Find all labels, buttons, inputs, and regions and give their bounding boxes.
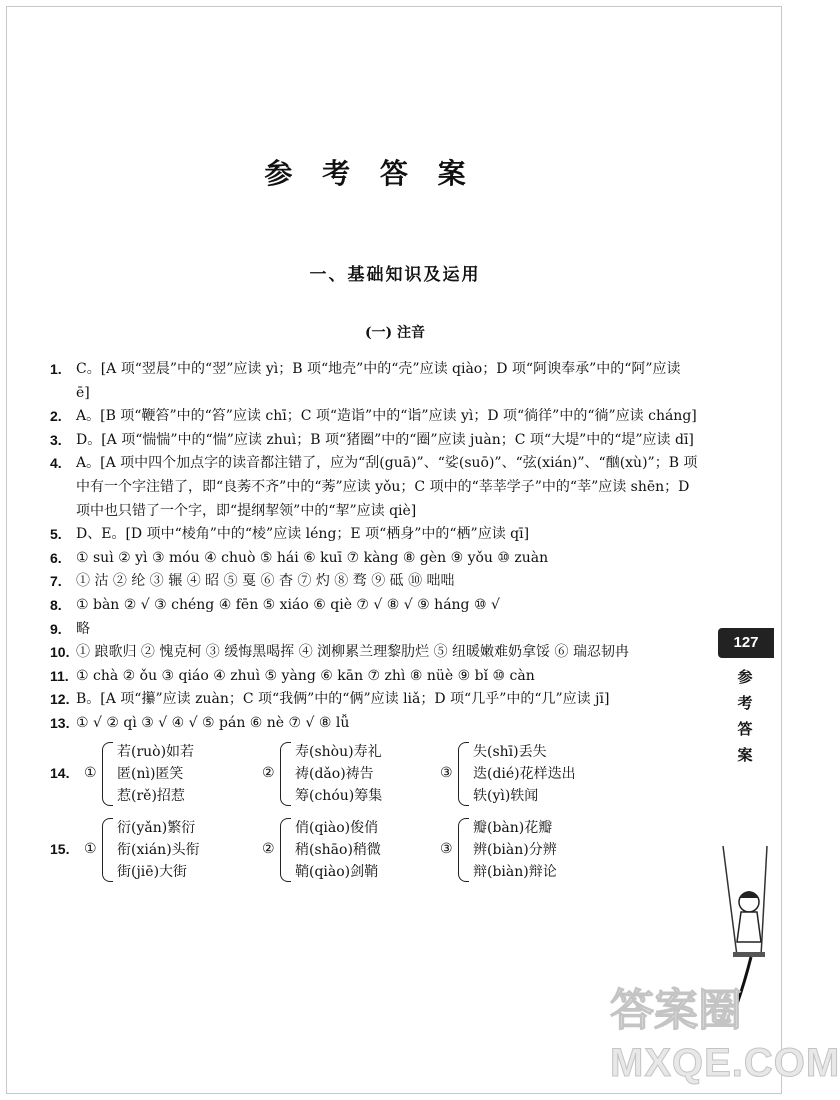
homophone-group: ③ 失(shī)丢失 迭(dié)花样迭出 轶(yì)轶闻 [440, 743, 576, 804]
answer-item-7: 7. ① 沽 ② 纶 ③ 辗 ④ 昭 ⑤ 戛 ⑥ 杳 ⑦ 灼 ⑧ 骛 ⑨ 砥 ⑩ 咄咄 [50, 573, 455, 590]
answer-item-4: 4. A。[A 项中四个加点字的读音都注错了，应为“刮(guā)”、“娑(suō)”、“弦(xián)”、“酗(xù)”；B 项中有一个字注错了，即“良莠不齐”中的“莠”应读 yǒu；C 项中的“莘莘学子”中的“莘”应读 shēn；D 项中也只错了一个字，即“提纲挈领”中的“挈”应读 qiè] [50, 455, 698, 519]
answer-item-11: 11. ① chà ② ǒu ③ qiáo ④ zhuì ⑤ yàng ⑥ kān ⑦ zhì ⑧ nüè ⑨ bǐ ⑩ càn [50, 667, 535, 684]
answer-item-9: 9. 略 [50, 620, 90, 637]
section-heading: 一、基础知识及运用 [309, 265, 481, 285]
page-number-tab: 127 [718, 628, 774, 658]
answer-item-13: 13. ① √ ② qì ③ √ ④ √ ⑤ pán ⑥ nè ⑦ √ ⑧ lǚ [50, 714, 350, 731]
answer-item-3: 3. D。[A 项“惴惴”中的“惴”应读 zhuì；B 项“猪圈”中的“圈”应读 juàn；C 项“大堤”中的“堤”应读 dī] [50, 431, 694, 448]
subsection-heading: (一) 注音 [364, 325, 426, 341]
answer-item-12: 12. B。[A 项“攥”应读 zuàn；C 项“我俩”中的“俩”应读 liǎ；D 项“几乎”中的“几”应读 jī] [50, 691, 610, 708]
homophone-group: ① 若(ruò)如若 匿(nì)匿笑 惹(rě)招惹 [84, 743, 195, 804]
answer-item-8: 8. ① bàn ② √ ③ chéng ④ fēn ⑤ xiáo ⑥ qiè ⑦ √ ⑧ √ ⑨ háng ⑩ √ [50, 596, 500, 613]
side-label: 参 考 答 案 [737, 668, 753, 764]
answer-item-5: 5. D、E。[D 项中“棱角”中的“棱”应读 léng；E 项“栖身”中的“栖”应读 qī] [50, 526, 530, 543]
answer-item-6: 6. ① suì ② yì ③ móu ④ chuò ⑤ hái ⑥ kuī ⑦ kàng ⑧ gèn ⑨ yǒu ⑩ zuàn [50, 549, 549, 566]
homophone-group: ① 衍(yǎn)繁衍 衔(xián)头衔 街(jiē)大街 [84, 819, 200, 880]
answer-list [50, 358, 698, 888]
homophone-group: ③ 瓣(bàn)花瓣 辨(biàn)分辨 辩(biàn)辩论 [440, 819, 557, 880]
answer-item-1: 1. C。[A 项“翌晨”中的“翌”应读 yì；B 项“地壳”中的“壳”应读 qiào；D 项“阿谀奉承”中的“阿”应读 ē] [50, 361, 681, 401]
page-title: 参 考 答 案 [264, 157, 476, 190]
answer-item-14: 14. ① 若(ruò)如若 匿(nì)匿笑 惹(rě)招惹 ② 寿(shòu)寿礼 祷(dǎo)祷告 筹(chóu)筹集 ③ 失(shī)丢失 迭(dié)花样迭出 轶(yì)轶闻 [50, 736, 698, 812]
answer-item-10: 10. ① 踉歌归 ② 愧克柯 ③ 缓悔黑喝挥 ④ 浏柳累兰理黎肋烂 ⑤ 纽暖嫩难奶拿馁 ⑥ 瑞忍韧冉 [50, 644, 629, 661]
homophone-group: ② 俏(qiào)俊俏 稍(shāo)稍微 鞘(qiào)剑鞘 [262, 819, 381, 880]
cartoon-girl-on-swing-icon [715, 846, 775, 1006]
watermark: 答案圈 MXQE.COM [610, 986, 840, 1085]
homophone-group: ② 寿(shòu)寿礼 祷(dǎo)祷告 筹(chóu)筹集 [262, 743, 383, 804]
answer-item-2: 2. A。[B 项“鞭笞”中的“笞”应读 chī；C 项“造诣”中的“诣”应读 yì；D 项“徜徉”中的“徜”应读 cháng] [50, 408, 697, 425]
answer-item-15: 15. ① 衍(yǎn)繁衍 衔(xián)头衔 街(jiē)大街 ② 俏(qiào)俊俏 稍(shāo)稍微 鞘(qiào)剑鞘 ③ 瓣(bàn)花瓣 辨(biàn)分辨 辩(biàn)辩论 [50, 812, 698, 888]
